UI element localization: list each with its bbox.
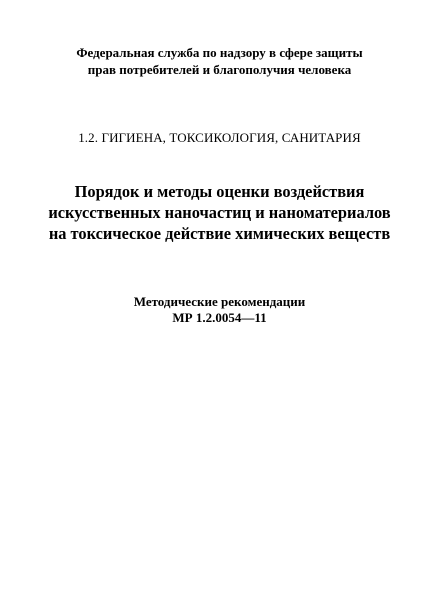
title-line-2: искусственных наночастиц и наноматериалов: [48, 203, 391, 222]
document-type-block: [0, 294, 439, 326]
category-heading: [0, 129, 439, 146]
document-title: [0, 181, 439, 244]
agency-heading: [0, 44, 439, 78]
document-number: МР 1.2.0054—11: [172, 310, 267, 325]
agency-line-1: Федеральная служба по надзору в сфере защиты: [76, 45, 363, 60]
category-label: 1.2. ГИГИЕНА, ТОКСИКОЛОГИЯ, САНИТАРИЯ: [78, 130, 361, 145]
title-line-1: Порядок и методы оценки воздействия: [74, 182, 365, 201]
title-line-3: на токсическое действие химических веществ: [48, 224, 391, 243]
agency-line-2: прав потребителей и благополучия человека: [87, 62, 352, 77]
document-type: Методические рекомендации: [133, 294, 306, 309]
